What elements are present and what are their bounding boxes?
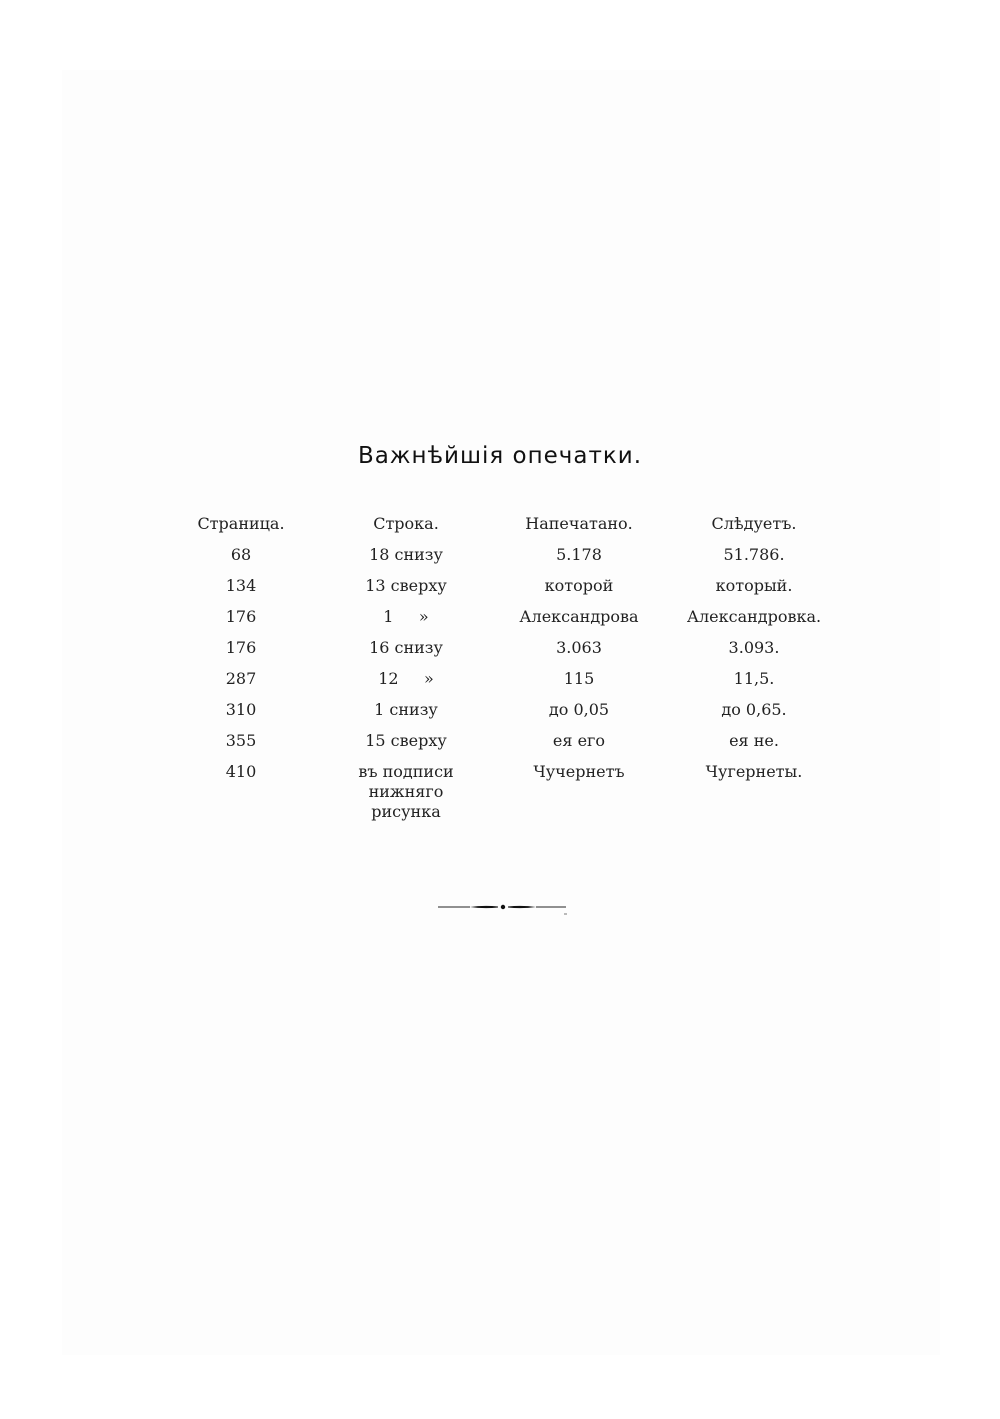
column-header-should-be: Слѣдуетъ.	[711, 514, 797, 533]
cell-printed: до 0,05	[548, 700, 610, 719]
cell-page: 355	[225, 731, 257, 750]
cell-line: 12 »	[378, 669, 434, 688]
table-row	[160, 638, 840, 669]
cell-should-be: 51.786.	[723, 545, 785, 564]
cell-line: въ подписи нижняго рисунка	[358, 762, 454, 821]
cell-page: 410	[225, 762, 257, 781]
cell-should-be: 3.093.	[728, 638, 780, 657]
cell-line: 13 сверху	[365, 576, 447, 595]
cell-should-be: 11,5.	[733, 669, 775, 688]
cell-should-be: который.	[715, 576, 793, 595]
column-header-line: Строка.	[373, 514, 439, 533]
cell-printed: 5.178	[556, 545, 602, 564]
column-header-printed: Напечатано.	[525, 514, 633, 533]
cell-page: 310	[225, 700, 257, 719]
table-row	[160, 762, 840, 822]
cell-should-be: ея не.	[729, 731, 779, 750]
page-title: Важнѣйшія опечатки.	[357, 443, 643, 469]
cell-page: 287	[225, 669, 257, 688]
cell-printed: 115	[563, 669, 595, 688]
table-row	[160, 731, 840, 762]
cell-line: 1 снизу	[374, 700, 438, 719]
table-row	[160, 607, 840, 638]
cell-printed: 3.063	[556, 638, 602, 657]
column-header-page: Страница.	[197, 514, 285, 533]
cell-printed: ея его	[552, 731, 606, 750]
cell-should-be: Александровка.	[686, 607, 822, 626]
table-row	[160, 700, 840, 731]
cell-line: 18 снизу	[369, 545, 443, 564]
ornament-divider	[436, 898, 568, 918]
cell-page: 176	[225, 607, 257, 626]
cell-page: 176	[225, 638, 257, 657]
cell-should-be: Чугернеты.	[705, 762, 803, 781]
table-row	[160, 576, 840, 607]
table-row	[160, 545, 840, 576]
cell-should-be: до 0,65.	[721, 700, 787, 719]
cell-page: 134	[225, 576, 257, 595]
errata-table	[160, 514, 840, 822]
cell-printed: Чучернетъ	[533, 762, 625, 781]
cell-line: 15 сверху	[365, 731, 447, 750]
cell-line: 1 »	[383, 607, 429, 626]
table-header-row	[160, 514, 840, 545]
cell-line: 16 снизу	[369, 638, 443, 657]
cell-printed: которой	[544, 576, 614, 595]
cell-printed: Александрова	[519, 607, 639, 626]
table-row	[160, 669, 840, 700]
cell-page: 68	[230, 545, 252, 564]
